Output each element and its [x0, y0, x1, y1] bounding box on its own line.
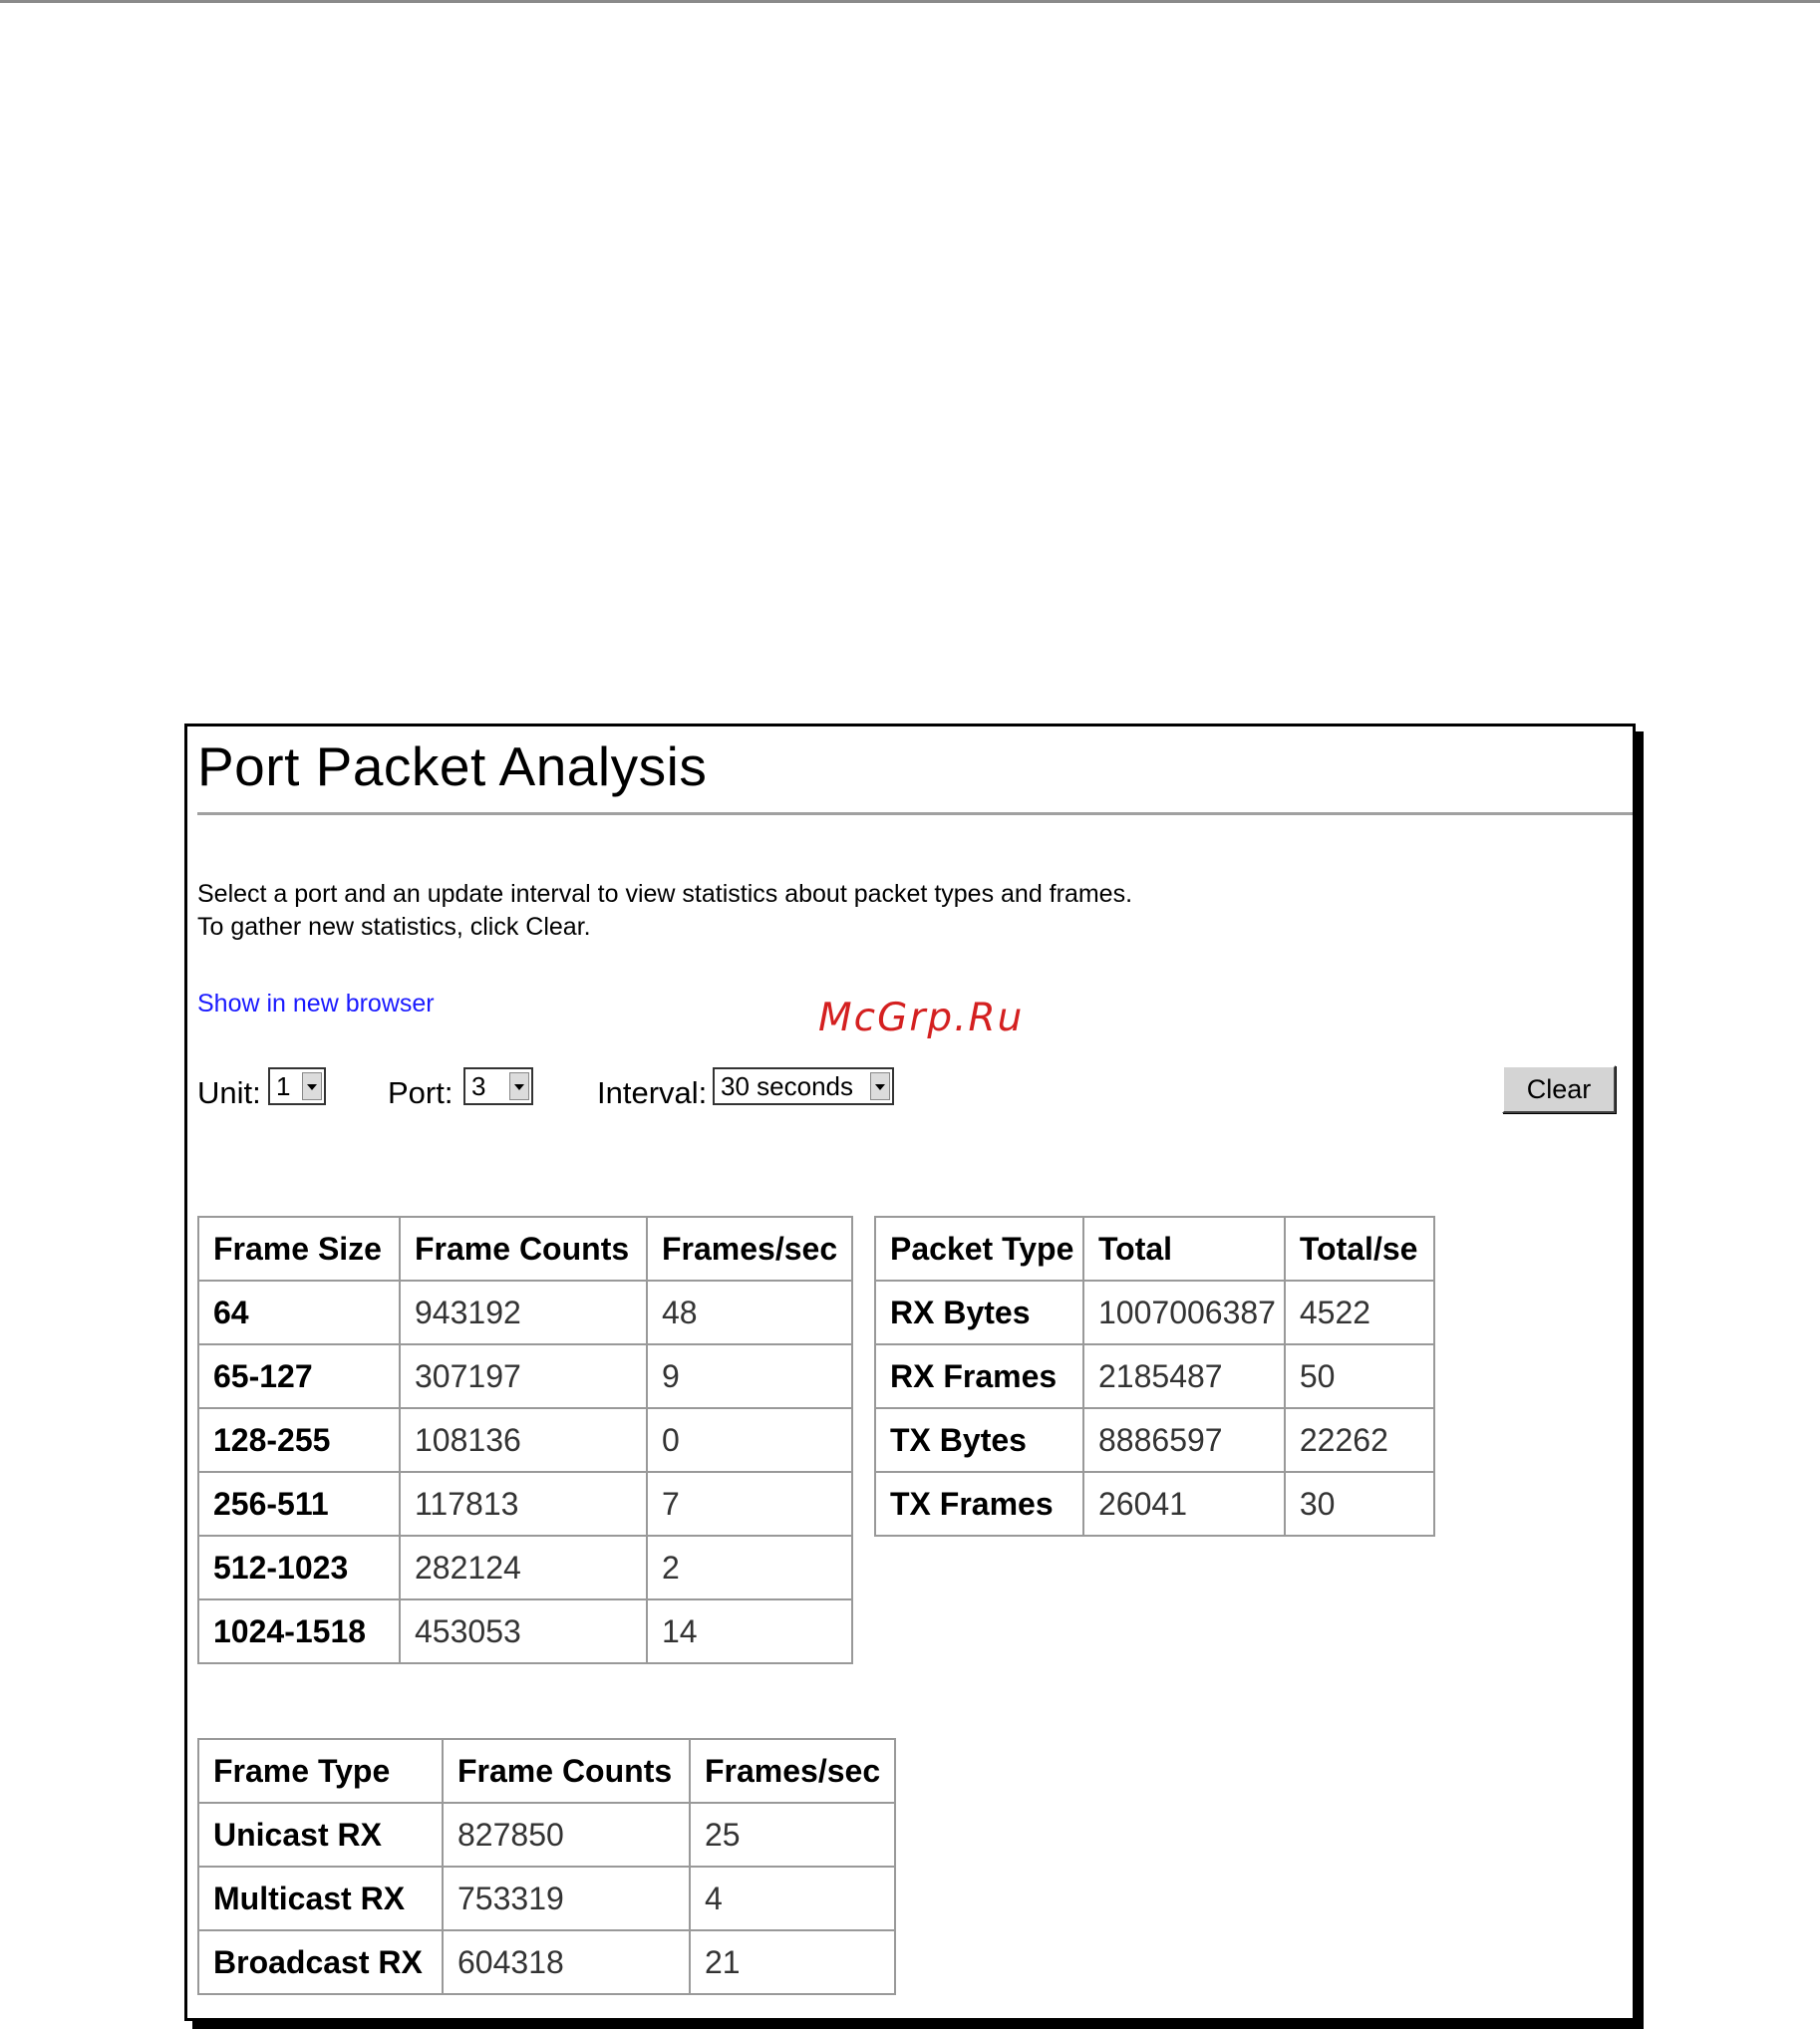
frame-count-cell: 282124 — [400, 1536, 647, 1599]
chevron-down-icon[interactable] — [870, 1072, 890, 1100]
total-per-sec-cell: 50 — [1285, 1344, 1434, 1408]
total-per-sec-cell: 4522 — [1285, 1281, 1434, 1344]
chevron-down-icon[interactable] — [509, 1072, 529, 1100]
frame-type-cell: Unicast RX — [198, 1803, 443, 1867]
interval-label: Interval: — [597, 1075, 708, 1110]
interval-select-value: 30 seconds — [721, 1071, 853, 1101]
table-row — [198, 1803, 895, 1867]
title-divider — [197, 812, 1633, 815]
frames-per-sec-cell: 48 — [647, 1281, 852, 1344]
table-row — [198, 1867, 895, 1930]
frame-count-cell: 753319 — [443, 1867, 690, 1930]
table-header-row — [875, 1217, 1434, 1281]
description-line-2: To gather new statistics, click Clear. — [197, 913, 591, 941]
table-row — [198, 1536, 852, 1599]
frames-per-sec-cell: 7 — [647, 1472, 852, 1536]
header-frame-counts: Frame Counts — [400, 1217, 647, 1281]
frames-per-sec-cell: 0 — [647, 1408, 852, 1472]
table-header-row — [198, 1217, 852, 1281]
frames-per-sec-cell: 4 — [690, 1867, 895, 1930]
header-total-per-sec: Total/se — [1285, 1217, 1434, 1281]
total-cell: 8886597 — [1083, 1408, 1285, 1472]
unit-select-value: 1 — [276, 1071, 291, 1101]
header-frame-type: Frame Type — [198, 1739, 443, 1803]
frame-size-table — [197, 1216, 853, 1664]
page-title: Port Packet Analysis — [197, 735, 708, 797]
frame-count-cell: 108136 — [400, 1408, 647, 1472]
table-row — [198, 1472, 852, 1536]
table-row — [875, 1344, 1434, 1408]
frame-size-cell: 64 — [198, 1281, 400, 1344]
table-row — [198, 1408, 852, 1472]
clear-button[interactable]: Clear — [1502, 1065, 1616, 1113]
frame-count-cell: 117813 — [400, 1472, 647, 1536]
frame-count-cell: 943192 — [400, 1281, 647, 1344]
table-row — [198, 1599, 852, 1663]
interval-select[interactable] — [713, 1067, 894, 1105]
header-packet-type: Packet Type — [875, 1217, 1083, 1281]
table-row — [198, 1930, 895, 1994]
top-divider — [0, 0, 1820, 3]
table-row — [198, 1344, 852, 1408]
watermark-text: McGrp.Ru — [818, 996, 1025, 1040]
frames-per-sec-cell: 9 — [647, 1344, 852, 1408]
port-select[interactable] — [463, 1067, 533, 1105]
table-header-row — [198, 1739, 895, 1803]
header-frame-counts: Frame Counts — [443, 1739, 690, 1803]
show-in-new-browser-link[interactable]: Show in new browser — [197, 990, 435, 1017]
frame-size-cell: 65-127 — [198, 1344, 400, 1408]
total-per-sec-cell: 22262 — [1285, 1408, 1434, 1472]
port-label: Port: — [388, 1075, 454, 1110]
total-cell: 26041 — [1083, 1472, 1285, 1536]
unit-select[interactable] — [268, 1067, 326, 1105]
frames-per-sec-cell: 2 — [647, 1536, 852, 1599]
frame-type-cell: Broadcast RX — [198, 1930, 443, 1994]
frame-count-cell: 604318 — [443, 1930, 690, 1994]
frame-type-table — [197, 1738, 896, 1995]
packet-type-cell: TX Bytes — [875, 1408, 1083, 1472]
header-frame-size: Frame Size — [198, 1217, 400, 1281]
frames-per-sec-cell: 25 — [690, 1803, 895, 1867]
frame-count-cell: 453053 — [400, 1599, 647, 1663]
packet-type-cell: RX Bytes — [875, 1281, 1083, 1344]
frame-size-cell: 512-1023 — [198, 1536, 400, 1599]
total-cell: 2185487 — [1083, 1344, 1285, 1408]
total-per-sec-cell: 30 — [1285, 1472, 1434, 1536]
packet-type-cell: RX Frames — [875, 1344, 1083, 1408]
page-description — [197, 878, 1132, 944]
frames-per-sec-cell: 21 — [690, 1930, 895, 1994]
table-row — [875, 1408, 1434, 1472]
table-row — [875, 1281, 1434, 1344]
header-frames-per-sec: Frames/sec — [647, 1217, 852, 1281]
packet-type-table — [874, 1216, 1435, 1537]
table-row — [875, 1472, 1434, 1536]
description-line-1: Select a port and an update interval to view statistics about packet types and frames. — [197, 880, 1133, 908]
frames-per-sec-cell: 14 — [647, 1599, 852, 1663]
frame-count-cell: 827850 — [443, 1803, 690, 1867]
frame-size-cell: 256-511 — [198, 1472, 400, 1536]
header-total: Total — [1083, 1217, 1285, 1281]
unit-label: Unit: — [197, 1075, 261, 1110]
header-frames-per-sec: Frames/sec — [690, 1739, 895, 1803]
packet-type-cell: TX Frames — [875, 1472, 1083, 1536]
frame-size-cell: 128-255 — [198, 1408, 400, 1472]
frame-size-cell: 1024-1518 — [198, 1599, 400, 1663]
chevron-down-icon[interactable] — [302, 1072, 322, 1100]
port-select-value: 3 — [471, 1071, 486, 1101]
port-packet-analysis-window — [184, 724, 1636, 2021]
packet-type-table-viewport — [874, 1214, 1435, 1559]
frame-count-cell: 307197 — [400, 1344, 647, 1408]
table-row — [198, 1281, 852, 1344]
total-cell: 1007006387 — [1083, 1281, 1285, 1344]
frame-type-cell: Multicast RX — [198, 1867, 443, 1930]
